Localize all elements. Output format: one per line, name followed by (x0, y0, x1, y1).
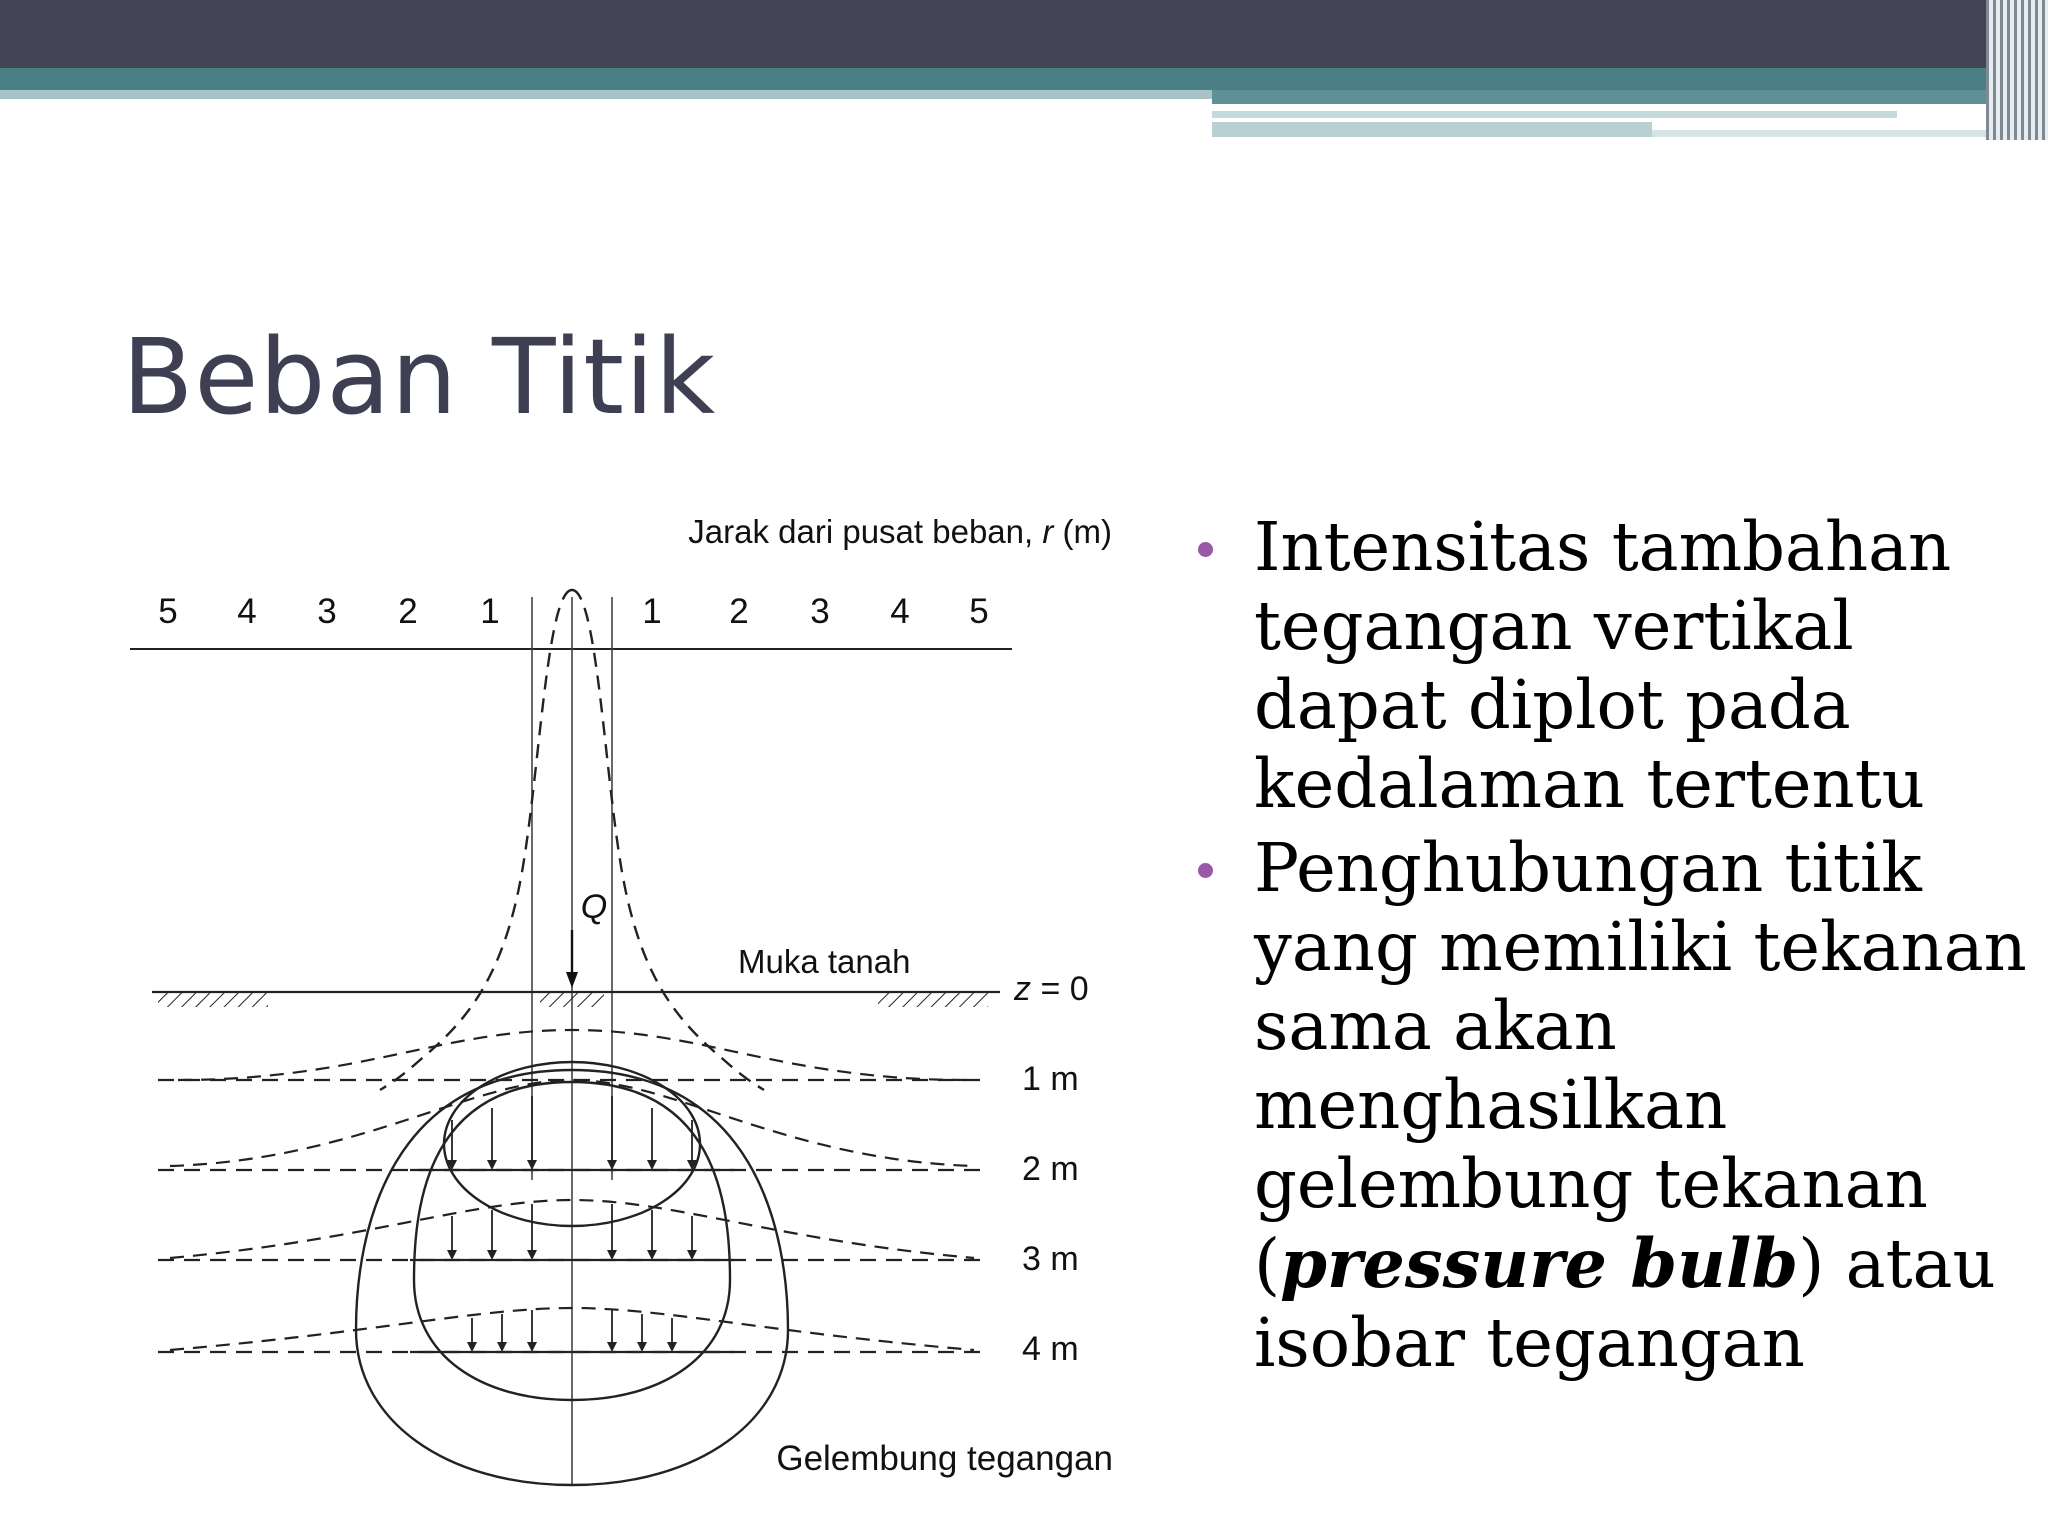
bullet-text: Intensitas tambahan tegangan vertikal dapat diplot pada kedalaman tertentu (1254, 508, 1952, 823)
load-arrowhead (566, 972, 578, 988)
tick-label: 3 (317, 592, 337, 631)
tick-label: 3 (810, 592, 830, 631)
bullet-item (1194, 829, 2034, 1383)
left-distance-ticks (158, 592, 499, 631)
header-light-line (1212, 111, 1897, 118)
depth-label: 4 m (1022, 1330, 1079, 1368)
tick-label: 2 (398, 592, 418, 631)
ground-surface-label: Muka tanah (738, 943, 911, 980)
header-teal-band-right (1212, 90, 2048, 104)
depth-labels (1022, 1060, 1079, 1368)
ground-hatch-center (540, 993, 604, 1007)
header-teal-bar (0, 68, 2048, 90)
header-light-line (1212, 122, 1652, 137)
depth-label: 1 m (1022, 1060, 1079, 1098)
tick-label: 5 (158, 592, 178, 631)
load-label: Q (580, 888, 608, 926)
depth-label: 3 m (1022, 1240, 1079, 1278)
distance-axis-label: Jarak dari pusat beban, r (m) (688, 513, 1112, 550)
tick-label: 5 (969, 592, 989, 631)
right-distance-ticks (642, 592, 988, 631)
tick-label: 2 (729, 592, 749, 631)
bullet-text: Penghubungan titik yang memiliki tekanan sama akan menghasilkan gelembung tekanan ( (1254, 829, 2027, 1303)
ground-hatch-right (878, 993, 988, 1007)
bullet-marker (1198, 542, 1213, 557)
bullet-emphasis: pressure bulb (1280, 1224, 1799, 1303)
depth-lines (158, 1080, 990, 1352)
tick-label: 4 (237, 592, 257, 631)
bullet-list (1194, 508, 2034, 1388)
bullet-text-end: ) atau isobar tegangan (1254, 1225, 1996, 1382)
tick-label: 1 (642, 592, 662, 631)
tick-label: 4 (890, 592, 910, 631)
z-zero-label: z = 0 (1014, 970, 1089, 1008)
slide-title: Beban Titik (122, 316, 717, 438)
bulb-label: Gelembung tegangan (776, 1439, 1113, 1478)
header-light-line (1652, 130, 1987, 137)
header-pale-band (0, 90, 1212, 99)
pressure-bulb-diagram (120, 482, 1130, 1536)
bullet-item (1194, 508, 2034, 824)
ground-hatch-left (158, 993, 268, 1007)
pressure-bulb-figure (120, 482, 1130, 1536)
tick-label: 1 (480, 592, 500, 631)
bullet-marker (1198, 863, 1213, 878)
header-dark-bar (0, 0, 2048, 68)
depth-label: 2 m (1022, 1150, 1079, 1188)
header-corner-stripes (1986, 0, 2048, 140)
